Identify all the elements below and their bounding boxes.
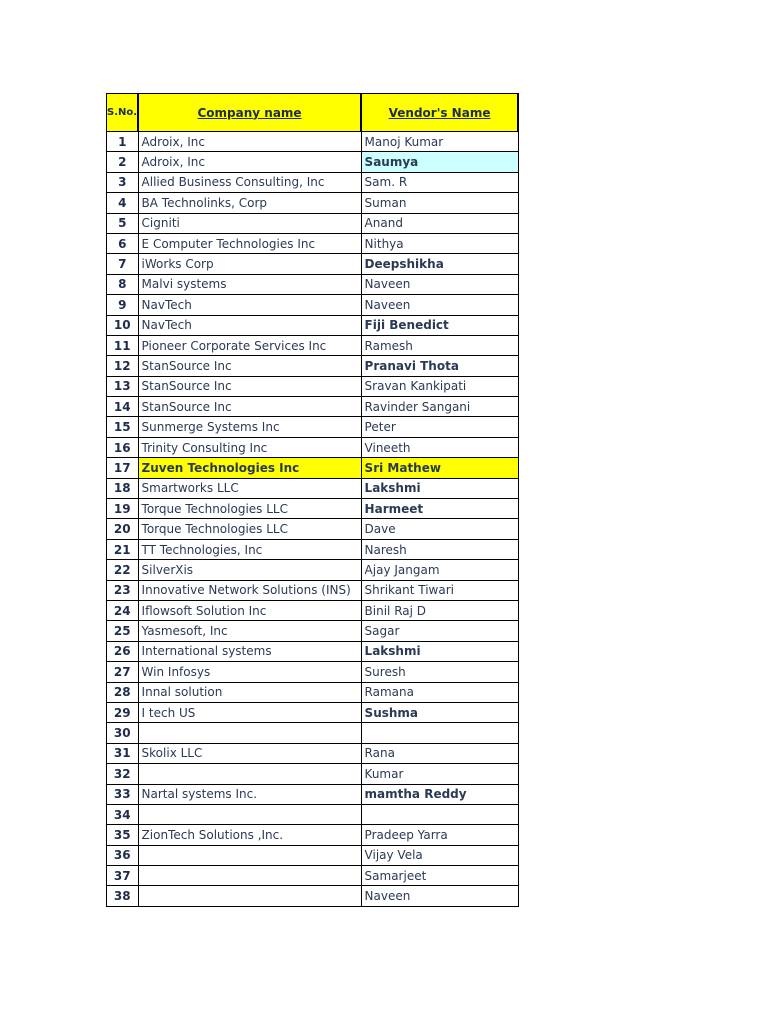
table-row xyxy=(107,621,519,641)
table-row xyxy=(107,539,519,559)
sno-cell[interactable]: 19 xyxy=(107,499,139,519)
company-cell[interactable]: Torque Technologies LLC xyxy=(138,499,361,519)
table-row xyxy=(107,723,519,743)
table-row xyxy=(107,295,519,315)
sno-cell[interactable]: 12 xyxy=(107,356,139,376)
company-cell[interactable]: Innovative Network Solutions (INS) xyxy=(138,580,361,600)
vendor-cell[interactable]: Ravinder Sangani xyxy=(361,397,518,417)
vendor-cell[interactable]: Ramana xyxy=(361,682,518,702)
vendor-cell[interactable]: Suman xyxy=(361,193,518,213)
table-row xyxy=(107,600,519,620)
header-company-label: Company name xyxy=(197,105,302,120)
table-row xyxy=(107,397,519,417)
sno-cell[interactable]: 38 xyxy=(107,886,139,906)
sno-cell[interactable]: 17 xyxy=(107,458,139,478)
table-row xyxy=(107,825,519,845)
vendor-cell[interactable]: Naresh xyxy=(361,539,518,559)
table-row xyxy=(107,886,519,906)
table-row xyxy=(107,580,519,600)
sno-cell[interactable]: 18 xyxy=(107,478,139,498)
table-row xyxy=(107,213,519,233)
sno-cell[interactable]: 2 xyxy=(107,152,139,172)
company-cell[interactable]: Sunmerge Systems Inc xyxy=(138,417,361,437)
vendor-cell[interactable] xyxy=(361,804,518,824)
company-cell[interactable] xyxy=(138,845,361,865)
company-cell[interactable]: Allied Business Consulting, Inc xyxy=(138,172,361,192)
vendor-cell[interactable]: Sam. R xyxy=(361,172,518,192)
vendor-cell[interactable]: Pradeep Yarra xyxy=(361,825,518,845)
company-cell[interactable]: ZionTech Solutions ,Inc. xyxy=(138,825,361,845)
sno-cell[interactable]: 11 xyxy=(107,335,139,355)
company-cell[interactable]: NavTech xyxy=(138,295,361,315)
company-cell[interactable]: StanSource Inc xyxy=(138,397,361,417)
sno-cell[interactable]: 1 xyxy=(107,132,139,152)
table-row xyxy=(107,804,519,824)
sno-cell[interactable]: 30 xyxy=(107,723,139,743)
table-row xyxy=(107,702,519,722)
company-cell[interactable]: Iflowsoft Solution Inc xyxy=(138,600,361,620)
sno-cell[interactable]: 25 xyxy=(107,621,139,641)
sno-cell[interactable]: 22 xyxy=(107,560,139,580)
sno-cell[interactable]: 31 xyxy=(107,743,139,763)
vendor-cell[interactable]: Sagar xyxy=(361,621,518,641)
header-vendor-name[interactable] xyxy=(361,94,518,132)
company-cell[interactable] xyxy=(138,866,361,886)
vendor-cell[interactable]: Binil Raj D xyxy=(361,600,518,620)
company-cell[interactable]: Cigniti xyxy=(138,213,361,233)
sno-cell[interactable]: 5 xyxy=(107,213,139,233)
vendor-cell[interactable]: Lakshmi xyxy=(361,641,518,661)
sno-cell[interactable]: 28 xyxy=(107,682,139,702)
header-row xyxy=(107,94,519,132)
company-cell[interactable] xyxy=(138,804,361,824)
vendor-cell[interactable]: Manoj Kumar xyxy=(361,132,518,152)
sno-cell[interactable]: 4 xyxy=(107,193,139,213)
table-row xyxy=(107,845,519,865)
table-row xyxy=(107,560,519,580)
sno-cell[interactable]: 20 xyxy=(107,519,139,539)
company-cell[interactable]: International systems xyxy=(138,641,361,661)
table-row xyxy=(107,764,519,784)
company-cell[interactable]: Adroix, Inc xyxy=(138,152,361,172)
company-cell[interactable]: I tech US xyxy=(138,702,361,722)
vendor-cell[interactable]: mamtha Reddy xyxy=(361,784,518,804)
vendor-table xyxy=(106,93,519,907)
sno-cell[interactable]: 3 xyxy=(107,172,139,192)
table-row xyxy=(107,132,519,152)
table-row xyxy=(107,499,519,519)
header-company-name[interactable] xyxy=(138,94,361,132)
table-row xyxy=(107,376,519,396)
vendor-cell[interactable]: Vijay Vela xyxy=(361,845,518,865)
vendor-cell[interactable]: Peter xyxy=(361,417,518,437)
vendor-cell[interactable]: Pranavi Thota xyxy=(361,356,518,376)
table-row xyxy=(107,437,519,457)
sno-cell[interactable]: 24 xyxy=(107,600,139,620)
table-row xyxy=(107,315,519,335)
vendor-cell[interactable]: Saumya xyxy=(361,152,518,172)
sno-cell[interactable]: 32 xyxy=(107,764,139,784)
vendor-cell[interactable]: Nithya xyxy=(361,233,518,253)
table-row xyxy=(107,519,519,539)
company-cell[interactable]: StanSource Inc xyxy=(138,356,361,376)
vendor-cell[interactable] xyxy=(361,723,518,743)
company-cell[interactable]: Trinity Consulting Inc xyxy=(138,437,361,457)
vendor-cell[interactable]: Kumar xyxy=(361,764,518,784)
table-row xyxy=(107,356,519,376)
table-row xyxy=(107,478,519,498)
vendor-cell[interactable]: Fiji Benedict xyxy=(361,315,518,335)
table-row xyxy=(107,458,519,478)
company-cell[interactable]: TT Technologies, Inc xyxy=(138,539,361,559)
vendor-cell[interactable]: Sravan Kankipati xyxy=(361,376,518,396)
table-row xyxy=(107,743,519,763)
company-cell[interactable] xyxy=(138,723,361,743)
vendor-cell[interactable]: Anand xyxy=(361,213,518,233)
company-cell[interactable]: iWorks Corp xyxy=(138,254,361,274)
vendor-cell[interactable]: Naveen xyxy=(361,274,518,294)
sno-cell[interactable]: 15 xyxy=(107,417,139,437)
company-cell[interactable] xyxy=(138,764,361,784)
sno-cell[interactable]: 26 xyxy=(107,641,139,661)
company-cell[interactable]: SilverXis xyxy=(138,560,361,580)
header-vendor-label: Vendor's Name xyxy=(388,105,491,120)
sno-cell[interactable]: 36 xyxy=(107,845,139,865)
table-row xyxy=(107,152,519,172)
company-cell[interactable]: Zuven Technologies Inc xyxy=(138,458,361,478)
company-cell[interactable]: Pioneer Corporate Services Inc xyxy=(138,335,361,355)
company-cell[interactable]: Smartworks LLC xyxy=(138,478,361,498)
company-cell[interactable]: Malvi systems xyxy=(138,274,361,294)
vendor-cell[interactable]: Naveen xyxy=(361,886,518,906)
table-row xyxy=(107,172,519,192)
company-cell[interactable]: Win Infosys xyxy=(138,662,361,682)
company-cell[interactable]: Nartal systems Inc. xyxy=(138,784,361,804)
sno-cell[interactable]: 14 xyxy=(107,397,139,417)
sno-cell[interactable]: 7 xyxy=(107,254,139,274)
table-row xyxy=(107,254,519,274)
company-cell[interactable]: BA Technolinks, Corp xyxy=(138,193,361,213)
sno-cell[interactable]: 29 xyxy=(107,702,139,722)
sno-cell[interactable]: 13 xyxy=(107,376,139,396)
vendor-cell[interactable]: Samarjeet xyxy=(361,866,518,886)
company-cell[interactable]: Torque Technologies LLC xyxy=(138,519,361,539)
company-cell[interactable]: Innal solution xyxy=(138,682,361,702)
sno-cell[interactable]: 10 xyxy=(107,315,139,335)
table-row xyxy=(107,193,519,213)
vendor-cell[interactable]: Lakshmi xyxy=(361,478,518,498)
company-cell[interactable]: NavTech xyxy=(138,315,361,335)
sno-cell[interactable]: 33 xyxy=(107,784,139,804)
table-row xyxy=(107,682,519,702)
company-cell[interactable]: Yasmesoft, Inc xyxy=(138,621,361,641)
table-row xyxy=(107,417,519,437)
table-row xyxy=(107,784,519,804)
sno-cell[interactable]: 21 xyxy=(107,539,139,559)
sno-cell[interactable]: 6 xyxy=(107,233,139,253)
company-cell[interactable] xyxy=(138,886,361,906)
table-row xyxy=(107,662,519,682)
company-cell[interactable]: Adroix, Inc xyxy=(138,132,361,152)
sno-cell[interactable]: 34 xyxy=(107,804,139,824)
table-row xyxy=(107,641,519,661)
sno-cell[interactable]: 23 xyxy=(107,580,139,600)
sno-cell[interactable]: 8 xyxy=(107,274,139,294)
table-row xyxy=(107,335,519,355)
sno-cell[interactable]: 27 xyxy=(107,662,139,682)
vendor-cell[interactable]: Vineeth xyxy=(361,437,518,457)
sno-cell[interactable]: 9 xyxy=(107,295,139,315)
vendor-cell[interactable]: Dave xyxy=(361,519,518,539)
sno-cell[interactable]: 35 xyxy=(107,825,139,845)
vendor-cell[interactable]: Sushma xyxy=(361,702,518,722)
company-cell[interactable]: Skolix LLC xyxy=(138,743,361,763)
table-row xyxy=(107,233,519,253)
sno-cell[interactable]: 16 xyxy=(107,437,139,457)
header-sno[interactable] xyxy=(107,94,139,132)
company-cell[interactable]: E Computer Technologies Inc xyxy=(138,233,361,253)
table-row xyxy=(107,866,519,886)
company-cell[interactable]: StanSource Inc xyxy=(138,376,361,396)
vendor-cell[interactable]: Rana xyxy=(361,743,518,763)
vendor-cell[interactable]: Deepshikha xyxy=(361,254,518,274)
vendor-cell[interactable]: Shrikant Tiwari xyxy=(361,580,518,600)
vendor-cell[interactable]: Harmeet xyxy=(361,499,518,519)
sno-cell[interactable]: 37 xyxy=(107,866,139,886)
vendor-cell[interactable]: Ajay Jangam xyxy=(361,560,518,580)
vendor-cell[interactable]: Suresh xyxy=(361,662,518,682)
vendor-cell[interactable]: Sri Mathew xyxy=(361,458,518,478)
header-sno-label: S.No. xyxy=(107,107,138,118)
table-row xyxy=(107,274,519,294)
vendor-cell[interactable]: Ramesh xyxy=(361,335,518,355)
vendor-cell[interactable]: Naveen xyxy=(361,295,518,315)
